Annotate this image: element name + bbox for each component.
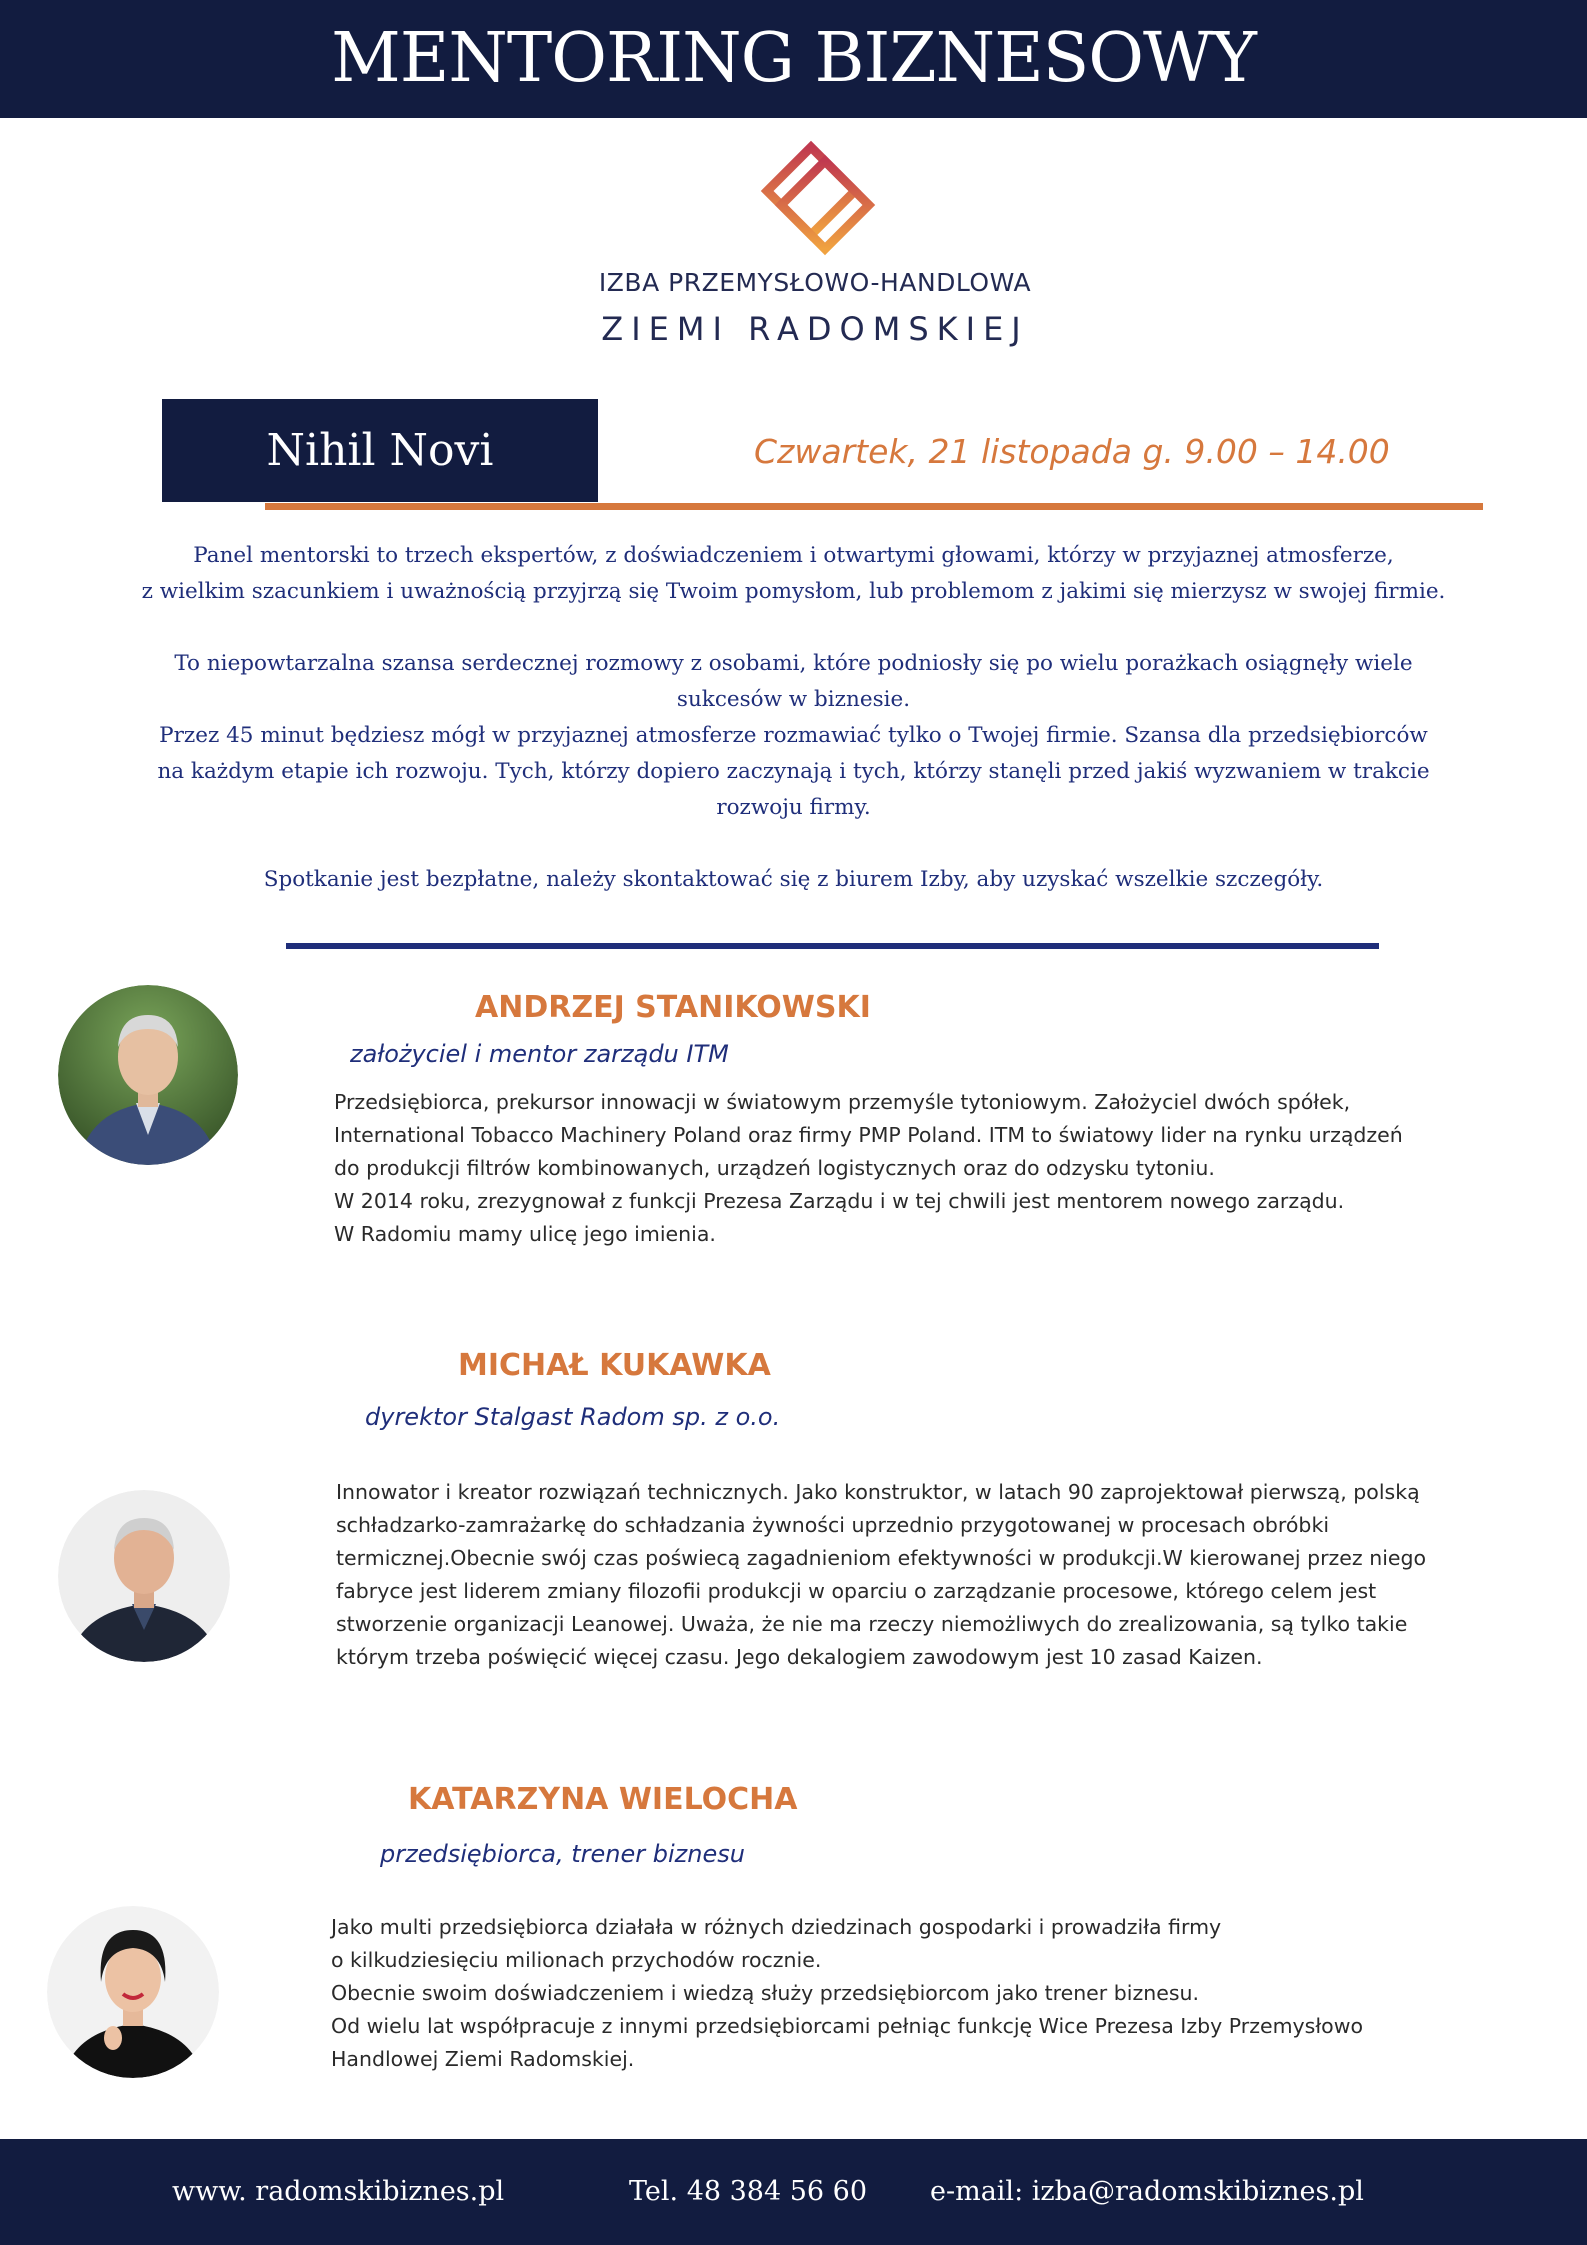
bio-line: którym trzeba poświęcić więcej czasu. Jego dekalogiem zawodowym jest 10 zasad Kaizen.	[336, 1645, 1263, 1669]
bio-line: schładzarko-zamrażarkę do schładzania żywności uprzednio przygotowanej w procesach obróbki	[336, 1513, 1330, 1537]
footer-website-link[interactable]: www. radomskibiznes.pl	[172, 2176, 505, 2207]
mentor-role: dyrektor Stalgast Radom sp. z o.o.	[365, 1403, 781, 1431]
event-datetime: Czwartek, 21 listopada g. 9.00 – 14.00	[754, 432, 1390, 471]
mentor-role: założyciel i mentor zarządu ITM	[350, 1040, 729, 1068]
intro-line: Spotkanie jest bezpłatne, należy skontaktować się z biurem Izby, aby uzyskać wszelkie szczegóły.	[263, 867, 1324, 892]
mentor-bio	[334, 1086, 1403, 1251]
bio-line: International Tobacco Machinery Poland oraz firmy PMP Poland. ITM to światowy lider na rynku urządzeń	[334, 1123, 1403, 1147]
bio-line: termicznej.Obecnie swój czas poświecą zagadnieniom efektywności w produkcji.W kierowanej przez niego	[336, 1546, 1427, 1570]
footer-email-link[interactable]: e-mail: izba@radomskibiznes.pl	[930, 2176, 1364, 2207]
organization-name-line1: IZBA PRZEMYSŁOWO-HANDLOWA	[598, 268, 1032, 297]
bio-line: Innowator i kreator rozwiązań technicznych. Jako konstruktor, w latach 90 zaprojektował pierwszą, polską	[336, 1480, 1420, 1504]
intro-line: rozwoju firmy.	[716, 795, 871, 820]
mentor-bio	[336, 1476, 1426, 1674]
mentor-name: ANDRZEJ STANIKOWSKI	[475, 990, 871, 1025]
avatar-katarzyna-wielocha	[47, 1906, 219, 2078]
intro-line: To niepowtarzalna szansa serdecznej rozmowy z osobami, które podniosły się po wielu porażkach osiągnęły wiele	[174, 651, 1413, 676]
avatar-michal-kukawka	[58, 1490, 230, 1662]
mentor-name: KATARZYNA WIELOCHA	[408, 1782, 798, 1817]
intro-line: Panel mentorski to trzech ekspertów, z doświadczeniem i otwartymi głowami, którzy w przyjaznej atmosferze,	[193, 543, 1394, 568]
intro-line: sukcesów w biznesie.	[676, 687, 911, 712]
mentor-role: przedsiębiorca, trener biznesu	[380, 1840, 745, 1868]
bio-line: W Radomiu mamy ulicę jego imienia.	[334, 1222, 716, 1246]
avatar-andrzej-stanikowski	[58, 985, 238, 1165]
mentor-name: MICHAŁ KUKAWKA	[458, 1348, 771, 1383]
bio-line: o kilkudziesięciu milionach przychodów rocznie.	[331, 1948, 822, 1972]
page-title: MENTORING BIZNESOWY	[331, 19, 1256, 98]
bio-line: Handlowej Ziemi Radomskiej.	[331, 2047, 635, 2071]
bio-line: Przedsiębiorca, prekursor innowacji w światowym przemyśle tytoniowym. Założyciel dwóch spółek,	[334, 1090, 1351, 1114]
intro-line: Przez 45 minut będziesz mógł w przyjaznej atmosferze rozmawiać tylko o Twojej firmie. Szansa dla przedsiębiorców	[159, 723, 1428, 748]
bio-line: Jako multi przedsiębiorca działała w różnych dziedzinach gospodarki i prowadziła firmy	[331, 1915, 1222, 1939]
intro-text	[20, 538, 1567, 898]
bio-line: Obecnie swoim doświadczeniem i wiedzą służy przedsiębiorcom jako trener biznesu.	[331, 1981, 1200, 2005]
divider-blue	[286, 943, 1379, 949]
intro-line: na każdym etapie ich rozwoju. Tych, którzy dopiero zaczynają i tych, którzy stanęli przed jakiś wyzwaniem w trakcie	[157, 759, 1430, 784]
bio-line: stworzenie organizacji Leanowej. Uważa, że nie ma rzeczy niemożliwych do zrealizowania, są tylko takie	[336, 1612, 1408, 1636]
intro-line: z wielkim szacunkiem i uważnością przyjrzą się Twoim pomysłom, lub problemom z jakimi się mierzysz w swojej firmie.	[141, 579, 1446, 604]
bio-line: W 2014 roku, zrezygnował z funkcji Prezesa Zarządu i w tej chwili jest mentorem nowego zarządu.	[334, 1189, 1345, 1213]
bio-line: Od wielu lat współpracuje z innymi przedsiębiorcami pełniąc funkcję Wice Prezesa Izby Przemysłowo	[331, 2014, 1364, 2038]
organization-name-line2: ZIEMI RADOMSKIEJ	[601, 310, 1029, 348]
divider-orange	[265, 503, 1483, 510]
footer-phone[interactable]: Tel. 48 384 56 60	[629, 2176, 868, 2207]
diamond-logo-icon	[744, 138, 884, 268]
bio-line: do produkcji filtrów kombinowanych, urządzeń logistycznych oraz do odzysku tytoniu.	[334, 1156, 1215, 1180]
venue-label: Nihil Novi	[266, 425, 494, 476]
mentor-bio	[331, 1911, 1363, 2076]
bio-line: fabryce jest liderem zmiany filozofii produkcji w oparciu o zarządzanie procesowe, którego celem jest	[336, 1579, 1377, 1603]
